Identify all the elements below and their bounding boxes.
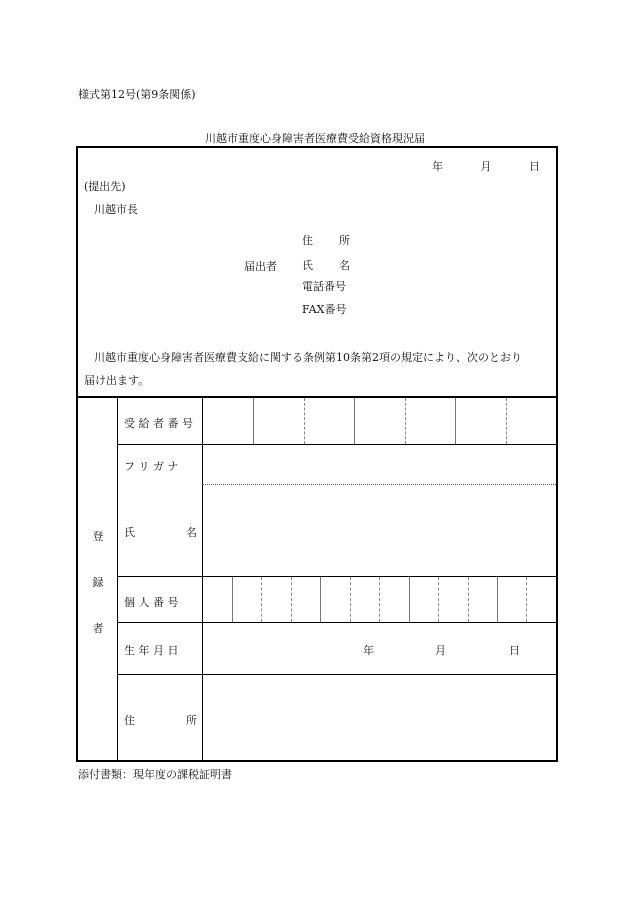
registrant-label-2: 録 [92,576,104,589]
date-year-unit: 年 [432,160,443,173]
date-month-unit: 月 [480,160,492,173]
form-title: 川越市重度心身障害者医療費受給資格現況届 [205,132,425,145]
registrant-label-3: 者 [92,622,104,635]
filer-name-label: 氏 名 [302,259,350,272]
submission-to-label: (提出先) [84,180,126,193]
address-label-a: 住 [124,714,135,727]
date-day-unit: 日 [529,160,540,173]
address-input[interactable] [203,675,556,760]
address-label-b: 所 [186,714,197,727]
filer-address-label: 住 所 [302,234,350,247]
furigana-input[interactable] [203,445,556,484]
form-number: 様式第12号(第9条関係) [78,88,196,101]
recipient-number-input[interactable] [203,398,556,444]
birth-month-unit: 月 [435,644,446,657]
declaration-text: 川越市重度心身障害者医療費支給に関する条例第10条第2項の規定により、次のとおり 届け出ます。 [84,351,522,387]
submission-date[interactable] [398,158,540,174]
filer-fax-label: FAX番号 [302,303,347,316]
personal-number-input[interactable] [203,577,556,622]
filer-label: 届出者 [244,260,277,273]
name-label-a: 氏 [124,526,135,539]
birthdate-label: 生 年 月 日 [124,644,179,657]
birth-day-unit: 日 [509,644,520,657]
addressee: 川越市長 [94,203,138,216]
furigana-label: フ リ ガ ナ [124,460,179,473]
registrant-table [76,396,558,762]
name-input[interactable] [203,485,556,576]
personal-number-label: 個 人 番 号 [124,596,179,609]
declaration-section [76,146,558,398]
registrant-label-1: 登 [92,530,104,543]
birthdate-input[interactable] [203,623,556,674]
name-label-b: 名 [186,526,197,539]
attachments-note: 添付書類：現年度の課税証明書 [78,768,232,781]
recipient-number-label: 受 給 者 番 号 [124,417,193,430]
filer-phone-label: 電話番号 [302,280,346,293]
birth-year-unit: 年 [363,644,374,657]
